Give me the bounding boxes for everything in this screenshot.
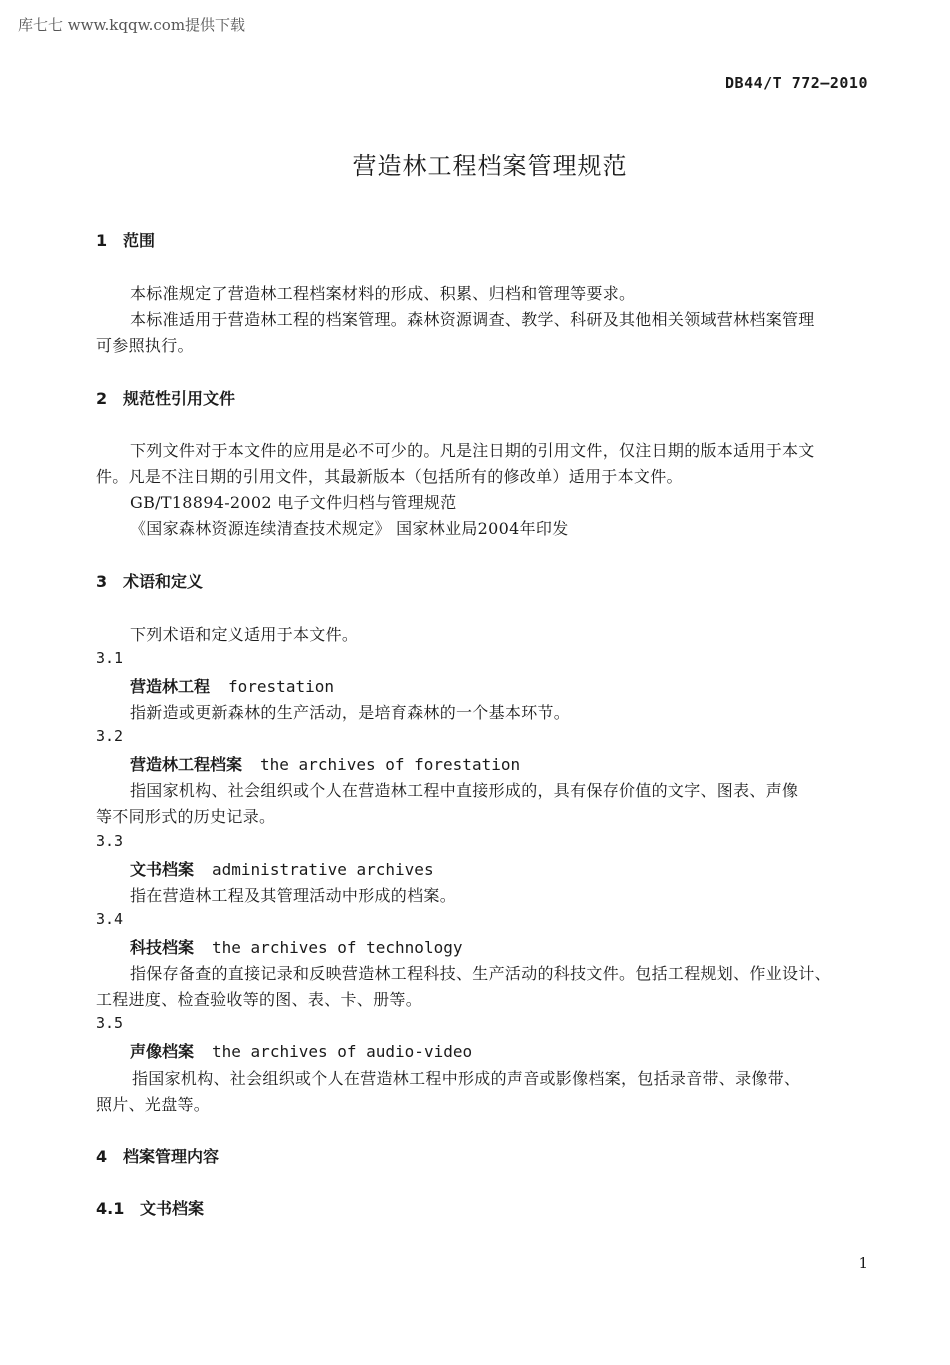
term-number: 3.2 [96,727,124,745]
term-definition: 指国家机构、社会组织或个人在营造林工程中形成的声音或影像档案，包括录音带、录像带、 [132,1069,801,1088]
term-zh: 营造林工程档案 [130,755,243,774]
term-heading [130,857,434,880]
term-en: the archives of audio-video [212,1042,473,1061]
section-4-1-heading [96,1196,204,1219]
scope-paragraph-1: 本标准规定了营造林工程档案材料的形成、积累、归档和管理等要求。 [130,284,636,303]
term-zh: 科技档案 [130,938,195,957]
scope-paragraph-2-line-1: 本标准适用于营造林工程的档案管理。森林资源调查、教学、科研及其他相关领域营林档案管理 [130,310,815,329]
term-en: the archives of forestation [260,755,521,774]
term-heading [130,752,520,775]
term-zh: 文书档案 [130,860,195,879]
document-title: 营造林工程档案管理规范 [352,152,628,180]
term-number: 3.1 [96,649,124,667]
standard-code: DB44/T 772—2010 [725,74,868,92]
term-definition: 指国家机构、社会组织或个人在营造林工程中直接形成的，具有保存价值的文字、图表、声像 [130,781,799,800]
section-number: 3 [96,572,108,591]
term-definition-continued: 工程进度、检查验收等的图、表、卡、册等。 [96,990,423,1009]
page-number: 1 [858,1254,868,1272]
refs-paragraph-line-1: 下列文件对于本文件的应用是必不可少的。凡是注日期的引用文件，仅注日期的版本适用于本文 [130,441,815,460]
refs-paragraph-line-2: 件。凡是不注日期的引用文件，其最新版本（包括所有的修改单）适用于本文件。 [96,467,683,486]
term-definition: 指保存备查的直接记录和反映营造林工程科技、生产活动的科技文件。包括工程规划、作业设计、 [130,964,831,983]
section-2-heading [96,386,235,409]
scope-paragraph-2-line-2: 可参照执行。 [96,336,194,355]
section-title: 范围 [123,231,156,250]
term-number: 3.5 [96,1014,124,1032]
term-definition: 指在营造林工程及其管理活动中形成的档案。 [130,886,457,905]
terms-intro: 下列术语和定义适用于本文件。 [130,625,359,644]
section-title: 文书档案 [140,1199,205,1218]
section-1-heading [96,228,155,251]
section-title: 档案管理内容 [123,1147,220,1166]
term-number: 3.4 [96,910,124,928]
section-number: 4 [96,1147,108,1166]
term-heading [130,674,334,697]
section-4-heading [96,1144,219,1167]
watermark: 库七七 www.kqqw.com提供下载 [18,16,246,34]
section-title: 术语和定义 [123,572,204,591]
section-number: 1 [96,231,108,250]
reference-1: GB/T18894-2002 电子文件归档与管理规范 [130,493,457,512]
term-heading [130,1039,472,1062]
term-number: 3.3 [96,832,124,850]
term-zh: 营造林工程 [130,677,211,696]
term-en: forestation [228,677,334,696]
section-3-heading [96,569,203,592]
term-en: the archives of technology [212,938,463,957]
term-zh: 声像档案 [130,1042,195,1061]
section-number: 4.1 [96,1199,125,1218]
term-en: administrative archives [212,860,434,879]
term-definition: 指新造或更新森林的生产活动，是培育森林的一个基本环节。 [130,703,571,722]
term-heading [130,935,462,958]
section-number: 2 [96,389,108,408]
term-definition-continued: 照片、光盘等。 [96,1095,211,1114]
term-definition-continued: 等不同形式的历史记录。 [96,807,276,826]
section-title: 规范性引用文件 [123,389,236,408]
reference-2: 《国家森林资源连续清查技术规定》 国家林业局2004年印发 [130,519,569,538]
